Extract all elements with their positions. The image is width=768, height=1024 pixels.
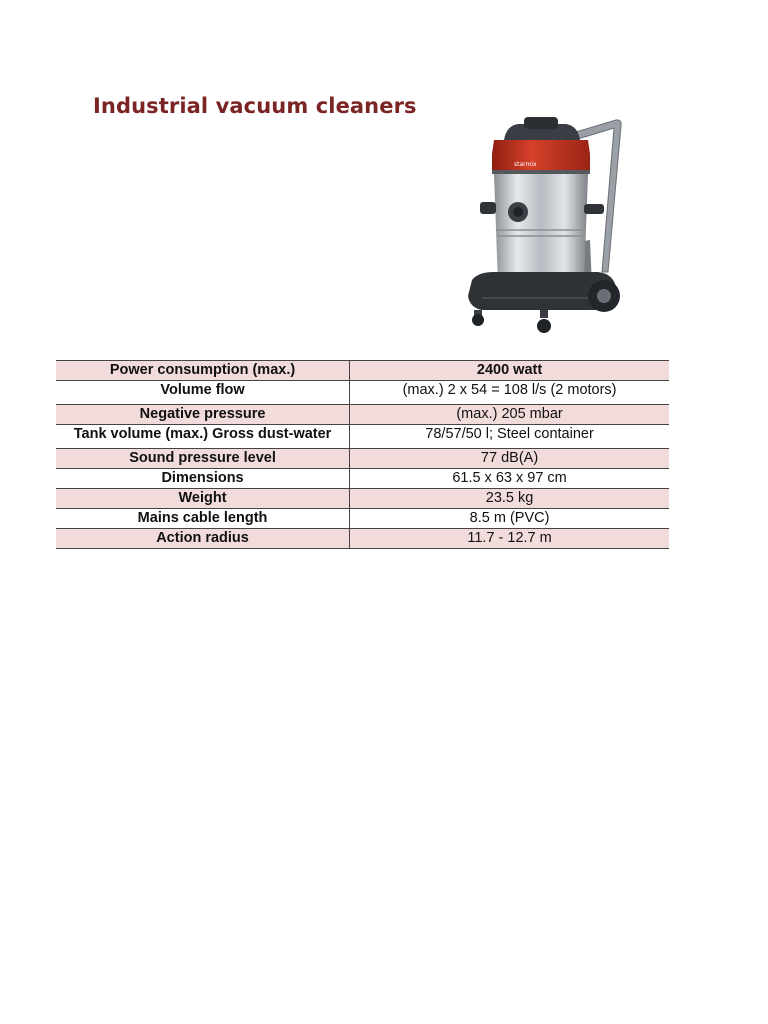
- industrial-vacuum-cleaner-icon: [458, 112, 630, 340]
- specifications-table: [56, 360, 669, 549]
- spec-label: Dimensions: [56, 469, 350, 489]
- spec-label: Weight: [56, 489, 350, 509]
- spec-label: Mains cable length: [56, 509, 350, 529]
- page-title: Industrial vacuum cleaners: [93, 94, 417, 118]
- spec-label: Tank volume (max.) Gross dust-water: [56, 425, 350, 449]
- spec-label: Power consumption (max.): [56, 361, 350, 381]
- spec-value: 61.5 x 63 x 97 cm: [350, 469, 669, 489]
- brand-mark: starmix: [514, 161, 537, 168]
- spec-value: 78/57/50 l; Steel container: [350, 425, 669, 449]
- spec-value: 11.7 - 12.7 m: [350, 529, 669, 549]
- spec-value: (max.) 2 x 54 = 108 l/s (2 motors): [350, 381, 669, 405]
- spec-value: 23.5 kg: [350, 489, 669, 509]
- table-row: [56, 489, 669, 509]
- spec-label: Volume flow: [56, 381, 350, 405]
- spec-label: Negative pressure: [56, 405, 350, 425]
- spec-label: Sound pressure level: [56, 449, 350, 469]
- table-row: [56, 361, 669, 381]
- table-row: [56, 381, 669, 405]
- table-row: [56, 509, 669, 529]
- table-row: [56, 449, 669, 469]
- table-row: [56, 469, 669, 489]
- spec-value: 8.5 m (PVC): [350, 509, 669, 529]
- table-row: [56, 405, 669, 425]
- spec-value: (max.) 205 mbar: [350, 405, 669, 425]
- spec-label: Action radius: [56, 529, 350, 549]
- table-row: [56, 529, 669, 549]
- spec-value: 2400 watt: [350, 361, 669, 381]
- spec-value: 77 dB(A): [350, 449, 669, 469]
- table-row: [56, 425, 669, 449]
